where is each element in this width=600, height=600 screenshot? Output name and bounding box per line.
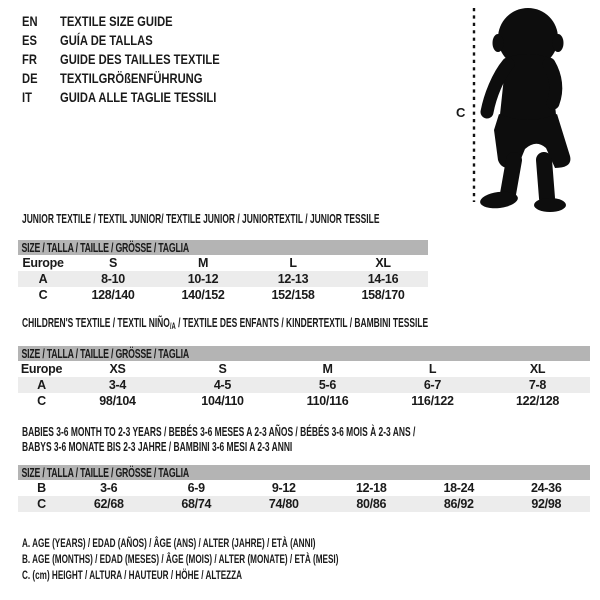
size-cell: XL xyxy=(375,256,391,270)
height-cell: 80/86 xyxy=(328,496,416,512)
note-height-cm: C. (cm) HEIGHT / ALTURA / HAUTEUR / HÖHE / ALTEZZA xyxy=(22,568,243,582)
language-code: IT xyxy=(22,88,32,105)
months-cell: 6-9 xyxy=(187,481,205,495)
babies-table-title-line1: BABIES 3-6 MONTH TO 2-3 YEARS / BEBÉS 3-6 MESES A 2-3 AÑOS / BÉBÉS 3-6 MOIS À 2-3 ANS / xyxy=(22,424,416,439)
size-cell: S xyxy=(218,362,227,376)
language-row-fr xyxy=(22,49,260,68)
size-header-text: SIZE / TALLA / TAILLE / GRÖSSE / TAGLIA xyxy=(21,346,189,361)
size-cell: L xyxy=(289,256,297,270)
months-cell: 24-36 xyxy=(531,481,562,495)
size-header-bar xyxy=(18,346,590,361)
size-cell: L xyxy=(428,362,437,376)
table-row-age xyxy=(18,271,428,287)
age-cell: 14-16 xyxy=(338,271,428,287)
table-row-age xyxy=(18,377,590,393)
size-header-bar xyxy=(18,240,428,255)
language-title: GUÍA DE TALLAS xyxy=(60,31,153,48)
age-cell: 6-7 xyxy=(380,377,485,393)
table-row-height xyxy=(18,393,590,409)
language-title-list xyxy=(22,11,260,106)
age-cell: 4-5 xyxy=(170,377,275,393)
height-cell: 116/122 xyxy=(411,394,454,408)
size-header-bar xyxy=(18,465,590,480)
language-row-de xyxy=(22,68,260,87)
language-row-es xyxy=(22,30,260,49)
junior-table-title: JUNIOR TEXTILE / TEXTIL JUNIOR/ TEXTILE JUNIOR / JUNIORTEXTIL / JUNIOR TESSILE xyxy=(22,211,380,226)
children-section xyxy=(18,316,590,409)
size-cell: S xyxy=(108,256,118,270)
babies-section xyxy=(18,424,590,512)
babies-table-title-line2: BABYS 3-6 MONATE BIS 2-3 JAHRE / BAMBINI 3-6 MESI A 2-3 ANNI xyxy=(22,439,293,454)
junior-size-table xyxy=(18,240,428,303)
row-label: C xyxy=(18,496,65,512)
height-cell: 140/152 xyxy=(181,288,225,302)
row-label: B xyxy=(37,481,46,495)
height-cell: 110/116 xyxy=(306,394,349,408)
children-title-main: CHILDREN'S TEXTILE / TEXTIL NIÑO xyxy=(22,315,170,330)
height-cell: 74/80 xyxy=(240,496,328,512)
size-cell: M xyxy=(197,256,209,270)
height-cell: 98/104 xyxy=(99,394,136,408)
language-code: EN xyxy=(22,12,38,29)
junior-section xyxy=(18,212,428,303)
language-title: TEXTILE SIZE GUIDE xyxy=(60,12,173,29)
height-measure-label: C xyxy=(456,105,466,120)
age-cell: 7-8 xyxy=(485,377,590,393)
note-age-months: B. AGE (MONTHS) / EDAD (MESES) / ÂGE (MOIS) / ALTER (MONATE) / ETÀ (MESI) xyxy=(22,552,339,566)
months-cell: 12-18 xyxy=(356,481,387,495)
row-label: C xyxy=(37,394,46,408)
height-cell: 122/128 xyxy=(515,394,560,408)
months-cell: 18-24 xyxy=(443,481,474,495)
language-code: FR xyxy=(22,50,37,67)
language-row-en xyxy=(22,11,260,30)
children-table-title xyxy=(22,315,429,333)
language-row-it xyxy=(22,87,260,106)
table-row-height xyxy=(18,496,590,512)
size-cell: XL xyxy=(529,362,546,376)
children-size-table xyxy=(18,346,590,409)
language-title: GUIDA ALLE TAGLIE TESSILI xyxy=(60,88,217,105)
table-row-height xyxy=(18,287,428,303)
height-cell: 86/92 xyxy=(415,496,503,512)
height-cell: 128/140 xyxy=(91,288,135,302)
size-header-text: SIZE / TALLA / TAILLE / GRÖSSE / TAGLIA xyxy=(21,465,189,480)
months-cell: 9-12 xyxy=(271,481,296,495)
age-cell: 8-10 xyxy=(68,271,158,287)
language-code: ES xyxy=(22,31,37,48)
months-cell: 3-6 xyxy=(100,481,118,495)
table-row-europe xyxy=(18,255,428,271)
size-cell: XS xyxy=(109,362,126,376)
size-cell: M xyxy=(322,362,333,376)
legend-notes xyxy=(22,535,487,583)
toddler-body xyxy=(479,8,570,212)
row-label: A xyxy=(18,377,65,393)
babies-size-table xyxy=(18,465,590,512)
size-header-text: SIZE / TALLA / TAILLE / GRÖSSE / TAGLIA xyxy=(21,240,189,255)
age-cell: 5-6 xyxy=(275,377,380,393)
row-label: Europe xyxy=(22,256,64,270)
language-title: GUIDE DES TAILLES TEXTILE xyxy=(60,50,220,67)
height-cell: 152/158 xyxy=(271,288,315,302)
age-cell: 3-4 xyxy=(65,377,170,393)
height-cell: 158/170 xyxy=(361,288,405,302)
children-title-sub: /A xyxy=(169,321,176,331)
height-cell: 104/110 xyxy=(201,394,244,408)
age-cell: 10-12 xyxy=(158,271,248,287)
row-label: Europe xyxy=(20,362,63,376)
height-cell: 92/98 xyxy=(503,496,591,512)
note-age-years: A. AGE (YEARS) / EDAD (AÑOS) / ÂGE (ANS) / ALTER (JAHRE) / ETÀ (ANNI) xyxy=(22,536,316,550)
table-row-europe xyxy=(18,361,590,377)
language-code: DE xyxy=(22,69,38,86)
row-label: C xyxy=(38,288,48,302)
height-cell: 68/74 xyxy=(153,496,241,512)
row-label: A xyxy=(18,271,68,287)
table-row-months xyxy=(18,480,590,496)
age-cell: 12-13 xyxy=(248,271,338,287)
height-cell: 62/68 xyxy=(65,496,153,512)
language-title: TEXTILGRÖßENFÜHRUNG xyxy=(60,69,203,86)
children-title-rest: / TEXTILE DES ENFANTS / KINDERTEXTIL / BAMBINI TESSILE xyxy=(175,315,429,330)
